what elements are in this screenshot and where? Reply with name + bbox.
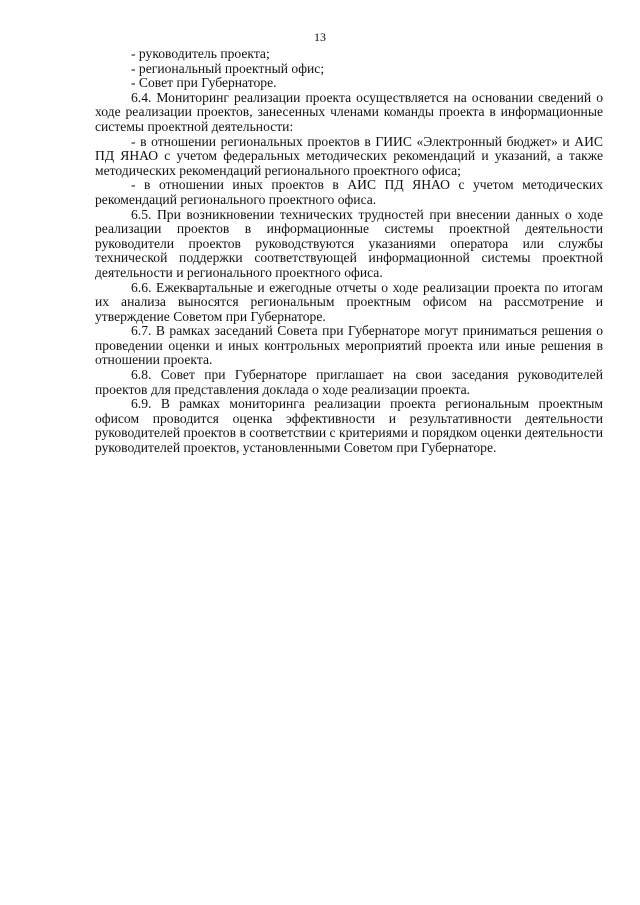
paragraph-6-6: 6.6. Ежеквартальные и ежегодные отчеты о ходе реализации проекта по итогам их анализа выносятся региональным проектным офисом на рассмотрение и утверждение Советом при Губернаторе. bbox=[95, 279, 603, 324]
list-item-project-manager: - руководитель проекта; bbox=[131, 46, 270, 61]
document-body bbox=[95, 47, 603, 456]
paragraph-6-9: 6.9. В рамках мониторинга реализации проекта региональным проектным офисом проводится оценка эффективности и результативности деятельности руководителей проектов в соответствии с критериями и порядком оценки деятельности руководителей проектов, установленными Советом при Губернаторе. bbox=[95, 396, 603, 456]
paragraph-6-4: 6.4. Мониторинг реализации проекта осуществляется на основании сведений о ходе реализации проектов, занесенных членами команды проекта в информационные системы проектной деятельности: bbox=[95, 89, 603, 134]
list-item-governor-council: - Совет при Губернаторе. bbox=[131, 75, 277, 91]
list-item-other-projects: - в отношении иных проектов в АИС ПД ЯНАО с учетом методических рекомендаций регионального проектного офиса. bbox=[95, 177, 603, 207]
page-number: 13 bbox=[314, 30, 326, 44]
paragraph-6-7: 6.7. В рамках заседаний Совета при Губернаторе могут приниматься решения о проведении оценки и иных контрольных мероприятий проекта или иные решения в отношении проекта. bbox=[95, 323, 603, 368]
list-item-regional-project-office: - региональный проектный офис; bbox=[131, 60, 325, 76]
paragraph-6-8: 6.8. Совет при Губернаторе приглашает на свои заседания руководителей проектов для представления доклада о ходе реализации проекта. bbox=[95, 367, 603, 397]
list-item-regional-projects: - в отношении региональных проектов в ГИИС «Электронный бюджет» и АИС ПД ЯНАО с учетом федеральных методических рекомендаций и указаний, а также методических рекомендаций регионального проектного офиса; bbox=[95, 133, 603, 178]
paragraph-6-5: 6.5. При возникновении технических трудностей при внесении данных о ходе реализации проектов в информационные системы проектной деятельности руководители проектов руководствуются указаниями оператора или службы технической поддержки соответствующей информационной системы проектной деятельности и регионального проектного офиса. bbox=[95, 206, 603, 280]
